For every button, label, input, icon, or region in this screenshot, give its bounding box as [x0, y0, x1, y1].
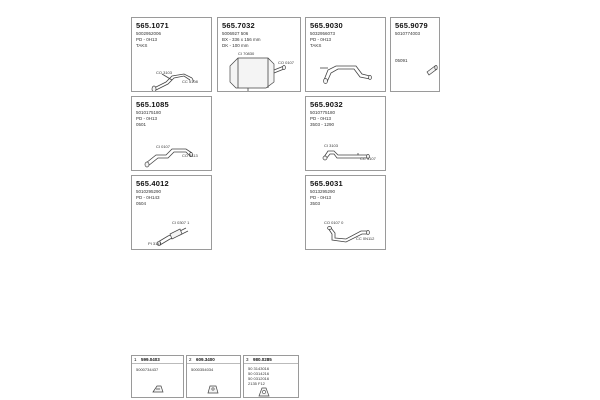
part-card-565-1071[interactable]	[131, 17, 212, 92]
part-detail-line: PD - 0H13	[136, 116, 158, 121]
part-detail-line: 5010175180	[136, 110, 162, 115]
accessory-index: 3	[246, 357, 249, 362]
accessory-detail-line: 2135 F12	[248, 381, 265, 386]
part-card-565-4012[interactable]	[131, 175, 212, 250]
part-detail-line: PD - 0H13	[310, 116, 332, 121]
part-card-565-9030[interactable]	[305, 17, 386, 92]
accessory-detail-line: 50 0312016	[248, 376, 270, 381]
part-number: 565.1085	[136, 100, 169, 109]
part-number: 565.9030	[310, 21, 343, 30]
part-detail-line: 5013295290	[310, 189, 336, 194]
part-detail-line: DK - 100 mm	[222, 43, 249, 48]
callout-label: CO 3113	[182, 153, 198, 158]
part-detail-line: 5010774003	[395, 31, 421, 36]
part-detail-line: 5002952006	[136, 31, 162, 36]
callout-label: CO 0107 0	[324, 220, 344, 225]
callout-label: CO 0107	[278, 60, 295, 65]
accessory-index: 2	[189, 357, 192, 362]
callout-label: CO 3103	[156, 70, 173, 75]
part-number: 565.7032	[222, 21, 255, 30]
part-number: 565.9031	[310, 179, 343, 188]
part-detail-line: 0501	[136, 122, 147, 127]
callout-labels	[132, 97, 212, 171]
callout-label: CC 5108	[182, 79, 198, 84]
callout-label: CI 0107	[156, 144, 171, 149]
part-card-565-9079[interactable]	[390, 17, 440, 92]
part-number: 565.1071	[136, 21, 169, 30]
callout-label: CI 0307 1	[172, 220, 190, 225]
accessory-part-number: 599.0403	[141, 357, 160, 362]
part-detail-line: 5010775180	[310, 110, 336, 115]
part-card-565-7032[interactable]	[217, 17, 301, 92]
callout-labels	[132, 18, 212, 92]
part-detail-line: PD - 0H13	[310, 37, 332, 42]
part-detail-line: PD - 0H13	[136, 37, 158, 42]
callout-labels	[306, 97, 386, 171]
accessory-detail-line: 50 0314216	[248, 371, 270, 376]
part-number: 565.9079	[395, 21, 428, 30]
callout-label: CI 3103	[324, 143, 339, 148]
part-extra-line: 05091	[395, 58, 408, 63]
exhaust-pipe-drawing	[306, 18, 386, 92]
callout-label: CC 0N112	[356, 236, 375, 241]
bracket-icon	[207, 384, 219, 394]
part-detail-line: 5010295290	[136, 189, 162, 194]
clamp-icon	[152, 384, 164, 394]
part-detail-line: TAKS	[310, 43, 322, 48]
accessory-index: 1	[134, 357, 137, 362]
accessory-detail-line: 5000354034	[191, 367, 214, 372]
part-card-565-1085[interactable]	[131, 96, 212, 171]
accessory-card-2[interactable]	[186, 355, 241, 398]
part-detail-line: PD - 0H143	[136, 195, 160, 200]
part-detail-line: 3503	[310, 201, 321, 206]
part-detail-line: PD - 0H13	[310, 195, 332, 200]
part-detail-line: BX - 336 x 156 mm	[222, 37, 261, 42]
accessory-part-number: 609.3400	[196, 357, 215, 362]
callout-label: CI 70830	[238, 51, 255, 56]
accessory-card-3[interactable]	[243, 355, 299, 398]
accessory-part-number: 980.0285	[253, 357, 272, 362]
callout-label: CC 3107	[360, 156, 376, 161]
callout-labels	[218, 18, 301, 92]
part-number: 565.4012	[136, 179, 169, 188]
part-detail-line: 5006927 506	[222, 31, 249, 36]
part-number: 565.9032	[310, 100, 343, 109]
callout-label: PI 3111	[148, 241, 162, 246]
part-card-565-9032[interactable]	[305, 96, 386, 171]
part-detail-line: TAKS	[136, 43, 148, 48]
part-detail-line: 3503 - 1290	[310, 122, 335, 127]
accessory-card-1[interactable]	[131, 355, 184, 398]
accessory-detail-line: 50 3143016	[248, 366, 270, 371]
part-card-565-9031[interactable]	[305, 175, 386, 250]
part-detail-line: 5032956073	[310, 31, 336, 36]
tailpipe-drawing	[391, 18, 440, 92]
part-detail-line: 0504	[136, 201, 147, 206]
gasket-icon	[258, 387, 270, 397]
callout-labels	[306, 176, 386, 250]
callout-labels	[132, 176, 212, 250]
accessory-detail-line: 5000734437	[136, 367, 159, 372]
